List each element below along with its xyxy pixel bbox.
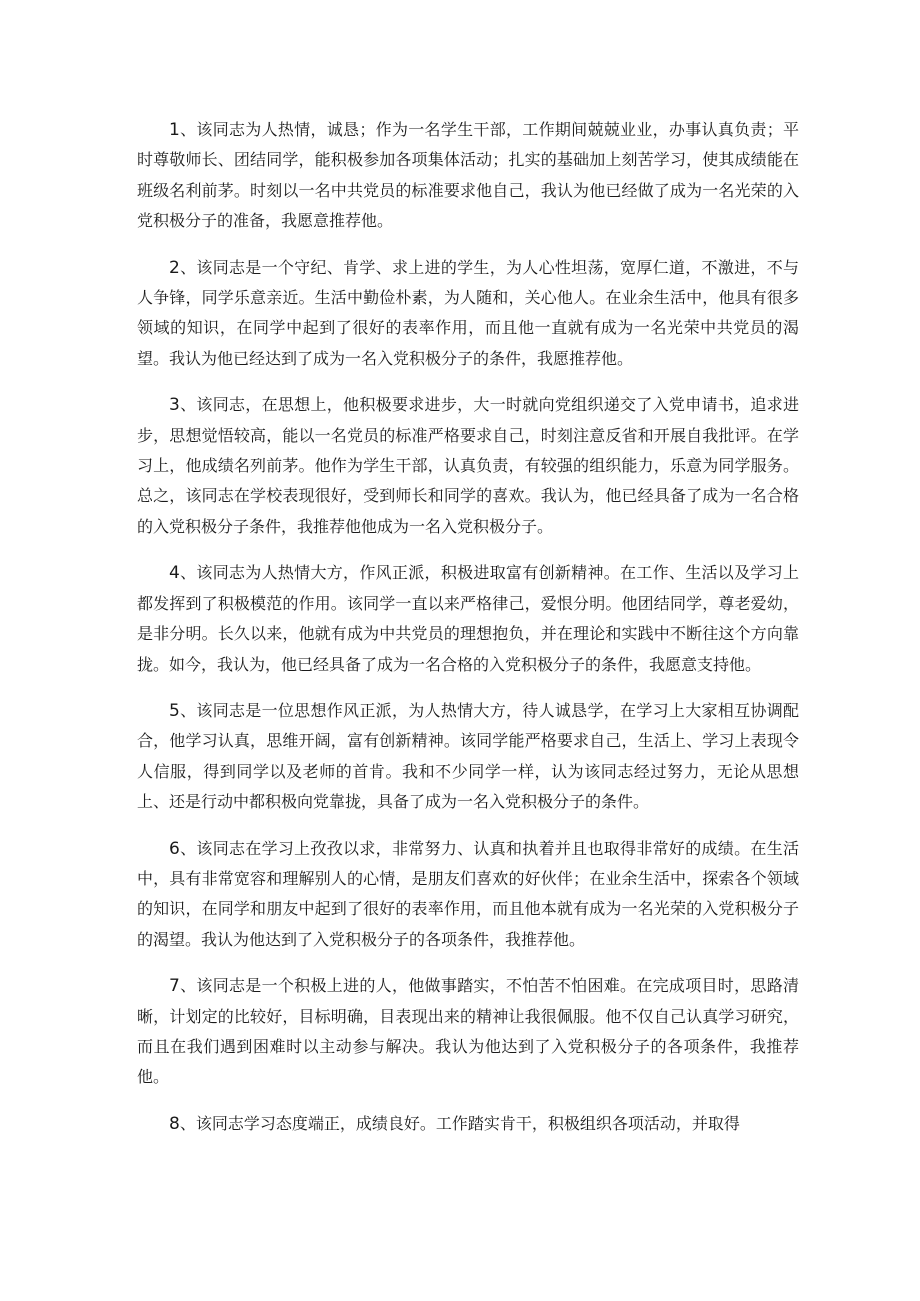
document-body [137, 115, 799, 1155]
recommendation-paragraph-6 [137, 834, 799, 956]
recommendation-paragraph-3 [137, 390, 799, 542]
paragraph-text: 、该同志是一个守纪、肯学、求上进的学生，为人心性坦荡，宽厚仁道，不激进，不与人争锋，同学乐意亲近。生活中勤俭朴素，为人随和，关心他人。在业余生活中，他具有很多领域的知识，在同学中起到了很好的表率作用，而且他一直就有成为一名光荣中共党员的渴望。我认为他已经达到了成为一名入党积极分子的条件，我愿推荐他。 [137, 257, 799, 368]
paragraph-number: 3 [169, 395, 180, 416]
paragraph-text: 、该同志学习态度端正，成绩良好。工作踏实肯干，积极组织各项活动，并取得 [179, 1113, 740, 1133]
paragraph-number: 5 [169, 700, 180, 721]
paragraph-number: 1 [169, 120, 180, 140]
paragraph-text: 、该同志是一个积极上进的人，他做事踏实，不怕苦不怕困难。在完成项目时，思路清晰，计划定的比较好，目标明确，目表现出来的精神让我很佩服。他不仅自己认真学习研究，而且在我们遇到困难时以主动参与解决。我认为他达到了入党积极分子的各项条件，我推荐他。 [137, 976, 799, 1087]
recommendation-paragraph-7 [137, 971, 799, 1093]
recommendation-paragraph-5 [137, 696, 799, 818]
recommendation-paragraph-2 [137, 253, 799, 375]
recommendation-paragraph-8 [137, 1109, 799, 1139]
paragraph-text: 、该同志为人热情大方，作风正派，积极进取富有创新精神。在工作、生活以及学习上都发挥到了积极模范的作用。该同学一直以来严格律己，爱恨分明。他团结同学，尊老爱幼，是非分明。长久以来，他就有成为中共党员的理想抱负，并在理论和实践中不断往这个方向靠拢。如今，我认为，他已经具备了成为一名合格的入党积极分子的条件，我愿意支持他。 [137, 563, 799, 674]
paragraph-text: 、该同志为人热情，诚恳；作为一名学生干部，工作期间兢兢业业，办事认真负责；平时尊敬师长、团结同学，能积极参加各项集体活动；扎实的基础加上刻苦学习，使其成绩能在班级名利前茅。时刻以一名中共党员的标准要求他自己，我认为他已经做了成为一名光荣的入党积极分子的准备，我愿意推荐他。 [137, 120, 799, 231]
paragraph-number: 2 [169, 257, 180, 278]
paragraph-number: 8 [169, 1113, 180, 1134]
paragraph-number: 4 [169, 563, 180, 584]
recommendation-paragraph-4 [137, 558, 799, 680]
paragraph-text: 、该同志是一位思想作风正派，为人热情大方，待人诚恳学，在学习上大家相互协调配合，他学习认真，思维开阔，富有创新精神。该同学能严格要求自己，生活上、学习上表现令人信服，得到同学以及老师的首肯。我和不少同学一样，认为该同志经过努力，无论从思想上、还是行动中都积极向党靠拢，具备了成为一名入党积极分子的条件。 [137, 700, 799, 812]
paragraph-text: 、该同志在学习上孜孜以求，非常努力、认真和执着并且也取得非常好的成绩。在生活中，具有非常宽容和理解别人的心情，是朋友们喜欢的好伙伴；在业余生活中，探索各个领域的知识，在同学和朋友中起到了很好的表率作用，而且他本就有成为一名光荣的入党积极分子的渴望。我认为他达到了入党积极分子的各项条件，我推荐他。 [137, 838, 799, 949]
paragraph-number: 7 [169, 976, 180, 997]
paragraph-text: 、该同志，在思想上，他积极要求进步，大一时就向党组织递交了入党申请书，追求进步，思想觉悟较高，能以一名党员的标准严格要求自己，时刻注意反省和开展自我批评。在学习上，他成绩名列前茅。他作为学生干部，认真负责，有较强的组织能力，乐意为同学服务。总之，该同志在学校表现很好，受到师长和同学的喜欢。我认为，他已经具备了成为一名合格的入党积极分子条件，我推荐他他成为一名入党积极分子。 [137, 395, 799, 536]
paragraph-number: 6 [169, 838, 180, 859]
recommendation-paragraph-1 [137, 115, 799, 237]
